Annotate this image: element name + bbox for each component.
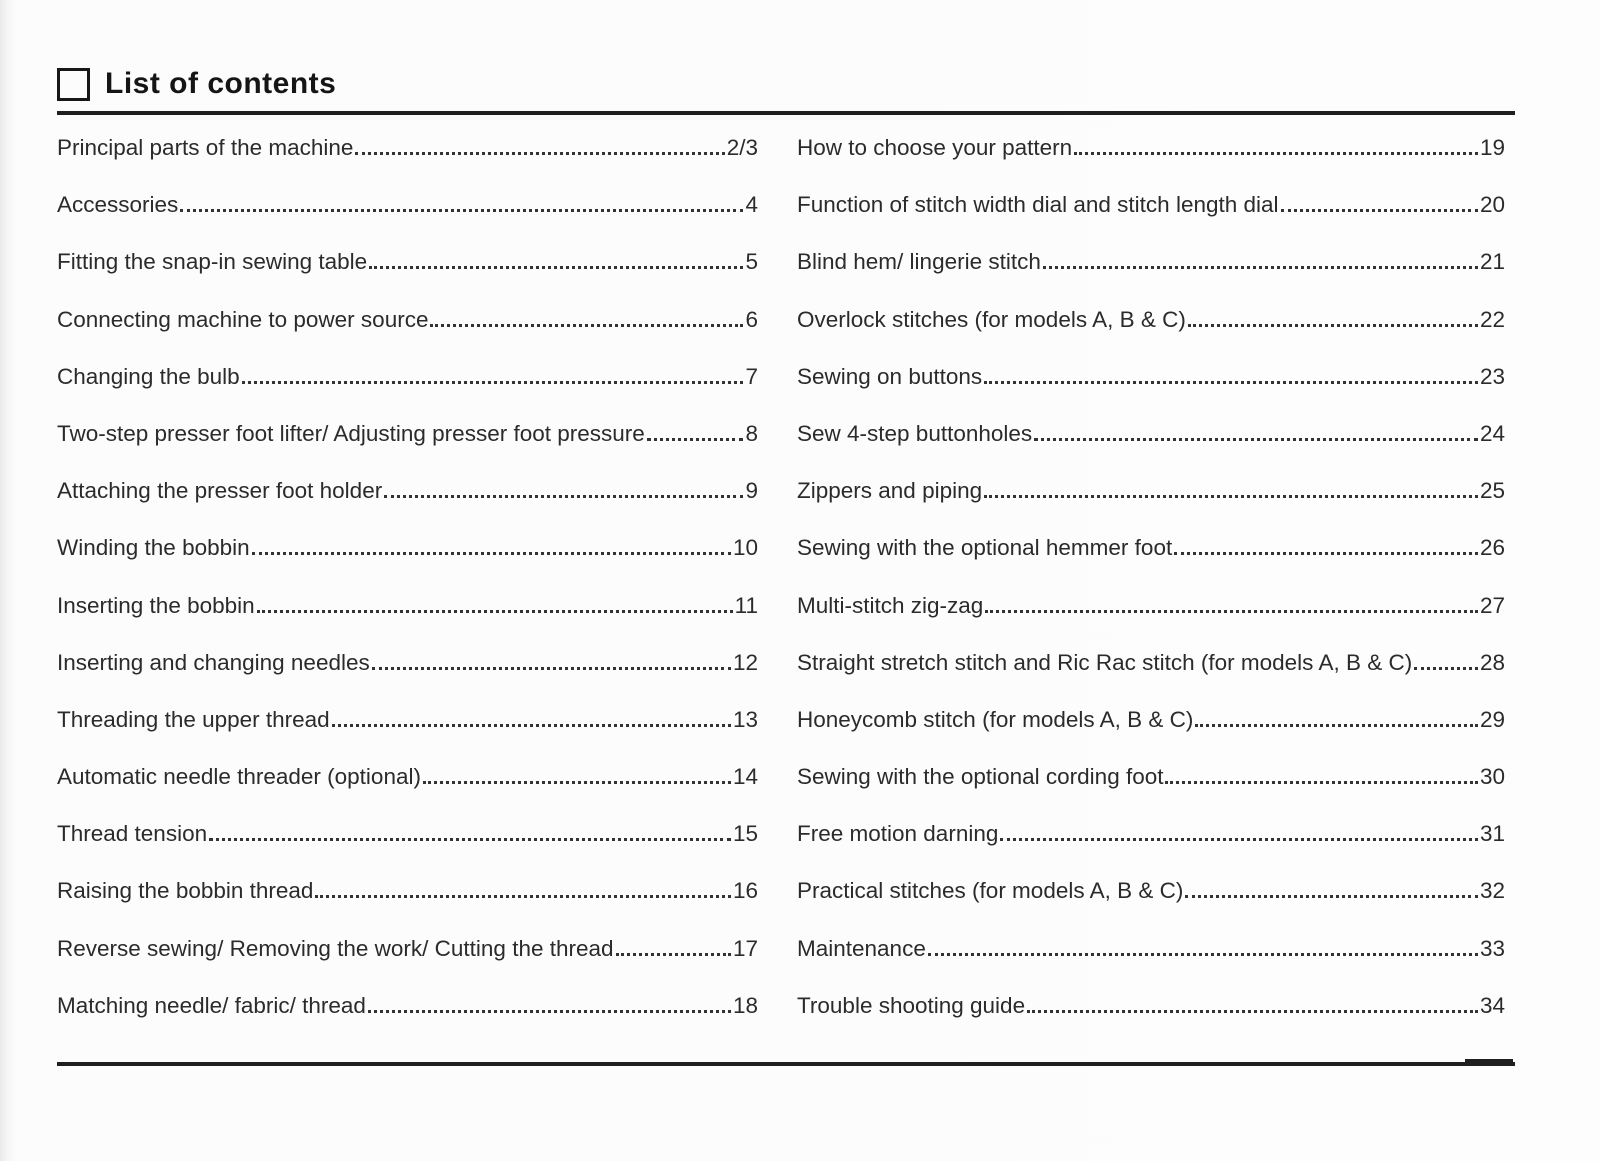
toc-entry [797,406,1505,463]
toc-entry [57,520,758,577]
toc-entry-label: Principal parts of the machine [57,135,354,160]
toc-entry-label: Free motion darning [797,821,999,847]
toc-entry-label: Zippers and piping [797,478,983,504]
bottom-rule [57,1062,1515,1066]
toc-entry [797,292,1505,349]
toc-entry-page-number: 26 [1479,535,1505,561]
toc-entry-label: Two-step presser foot lifter/ Adjusting presser foot pressure [57,420,645,446]
toc-entry-label: Practical stitches (for models A, B & C) [797,878,1184,904]
dot-leader-icon [985,610,1478,613]
toc-entry-page-number: 7 [745,363,758,389]
dot-leader-icon [928,953,1478,956]
dot-leader-icon [616,953,731,956]
dot-leader-icon [1188,324,1478,327]
toc-entry-label: Maintenance [797,935,926,961]
toc-entry [57,463,758,520]
toc-entry [57,749,758,806]
toc-entry-label: Blind hem/ lingerie stitch [797,249,1041,275]
dot-leader-icon [180,209,743,212]
dot-leader-icon [1185,895,1478,898]
toc-entry-page-number: 25 [1479,478,1505,504]
toc-entry [797,921,1505,978]
toc-entry [797,578,1505,635]
toc-entry-page-number: 10 [732,535,758,561]
dot-leader-icon [430,324,743,327]
toc-column-left [57,120,758,1035]
dot-leader-icon [1414,667,1478,670]
toc-entry-page-number: 14 [732,764,758,790]
toc-entry-label: Attaching the presser foot holder [57,478,383,504]
dot-leader-icon [1034,438,1478,441]
toc-entry-label: Trouble shooting guide [797,992,1026,1018]
dot-leader-icon [242,381,744,384]
toc-entry-label: How to choose your pattern [797,135,1073,160]
page-title: List of contents [105,66,337,100]
toc-entry-page-number: 5 [745,249,758,275]
toc-entry-page-number: 24 [1479,420,1505,446]
toc-entry-page-number: 29 [1479,706,1505,732]
toc-entry-page-number: 13 [732,706,758,732]
toc-entry [797,863,1505,920]
toc-entry [57,863,758,920]
dot-leader-icon [1174,552,1478,555]
toc-entry-page-number: 21 [1479,249,1505,275]
toc-entry [57,578,758,635]
toc-entry-page-number: 4 [745,192,758,218]
toc-entry-page-number: 33 [1479,935,1505,961]
toc-entry-label: Fitting the snap-in sewing table [57,249,368,275]
toc-entry [57,978,758,1035]
dot-leader-icon [423,781,731,784]
dot-leader-icon [1074,152,1478,155]
toc-entry-page-number: 20 [1479,192,1505,218]
toc-entry [57,406,758,463]
dot-leader-icon [368,1010,731,1013]
toc-entry-label: Sewing with the optional cording foot [797,764,1164,790]
toc-entry-page-number: 16 [732,878,758,904]
toc-entry-page-number: 32 [1479,878,1505,904]
dot-leader-icon [1195,724,1478,727]
toc-columns [57,120,1505,1035]
toc-column-right [797,120,1505,1035]
toc-entry-label: Reverse sewing/ Removing the work/ Cutting the thread [57,935,614,961]
toc-entry-label: Honeycomb stitch (for models A, B & C) [797,706,1194,732]
toc-entry [797,120,1505,177]
toc-entry-page-number: 11 [734,592,758,618]
section-square-icon [57,68,90,101]
toc-entry [797,806,1505,863]
toc-entry [797,463,1505,520]
dot-leader-icon [1027,1010,1478,1013]
toc-entry-label: Thread tension [57,821,208,847]
dot-leader-icon [1000,838,1478,841]
toc-entry [797,749,1505,806]
toc-entry [57,234,758,291]
toc-entry [57,120,758,177]
toc-entry-label: Overlock stitches (for models A, B & C) [797,306,1186,332]
dot-leader-icon [984,495,1478,498]
toc-entry-page-number: 9 [745,478,758,504]
toc-entry-label: Accessories [57,192,179,218]
toc-entry-label: Inserting and changing needles [57,649,370,675]
toc-entry-label: Inserting the bobbin [57,592,255,618]
toc-entry-page-number: 18 [732,992,758,1018]
dot-leader-icon [984,381,1478,384]
toc-entry-page-number: 27 [1479,592,1505,618]
toc-entry [797,177,1505,234]
toc-entry-page-number: 34 [1479,992,1505,1018]
toc-entry-label: Threading the upper thread [57,706,330,732]
toc-entry-label: Automatic needle threader (optional) [57,764,421,790]
toc-entry [57,806,758,863]
toc-entry-label: Changing the bulb [57,363,240,389]
toc-entry-page-number: 8 [745,420,758,446]
dot-leader-icon [1165,781,1477,784]
toc-entry-label: Straight stretch stitch and Ric Rac stitch (for models A, B & C) [797,649,1413,675]
toc-entry [57,921,758,978]
toc-entry-page-number: 31 [1479,821,1505,847]
dot-leader-icon [369,266,743,269]
toc-entry [797,978,1505,1035]
toc-entry-page-number: 6 [745,306,758,332]
toc-entry [57,349,758,406]
toc-entry [797,234,1505,291]
toc-entry-page-number: 12 [732,649,758,675]
toc-entry-label: Matching needle/ fabric/ thread [57,992,366,1018]
toc-entry-label: Raising the bobbin thread [57,878,314,904]
toc-entry-label: Connecting machine to power source [57,306,429,332]
dot-leader-icon [332,724,731,727]
toc-entry [57,177,758,234]
toc-entry [797,692,1505,749]
toc-entry [797,520,1505,577]
toc-entry-page-number: 17 [732,935,758,961]
toc-entry-page-number: 23 [1479,363,1505,389]
dot-leader-icon [372,667,731,670]
toc-entry [797,349,1505,406]
toc-entry-label: Multi-stitch zig-zag [797,592,984,618]
toc-entry-page-number: 22 [1479,306,1505,332]
dot-leader-icon [252,552,731,555]
dot-leader-icon [257,610,733,613]
toc-entry-label: Sewing with the optional hemmer foot [797,535,1173,561]
dot-leader-icon [1043,266,1478,269]
dot-leader-icon [355,152,724,155]
dot-leader-icon [647,438,744,441]
toc-entry-page-number: 28 [1479,649,1505,675]
toc-entry-page-number: 19 [1479,135,1505,160]
toc-entry-label: Sewing on buttons [797,363,983,389]
toc-entry-page-number: 2/3 [726,135,758,160]
dot-leader-icon [209,838,731,841]
toc-entry-page-number: 30 [1479,764,1505,790]
dot-leader-icon [1281,209,1478,212]
toc-entry [57,292,758,349]
dot-leader-icon [384,495,743,498]
toc-entry-label: Winding the bobbin [57,535,250,561]
toc-entry-page-number: 15 [732,821,758,847]
page-header [57,66,336,101]
toc-entry-label: Sew 4-step buttonholes [797,420,1033,446]
dot-leader-icon [315,895,731,898]
toc-entry-label: Function of stitch width dial and stitch length dial [797,192,1279,218]
top-rule [57,111,1515,115]
toc-entry [57,635,758,692]
toc-entry [57,692,758,749]
toc-entry [797,635,1505,692]
